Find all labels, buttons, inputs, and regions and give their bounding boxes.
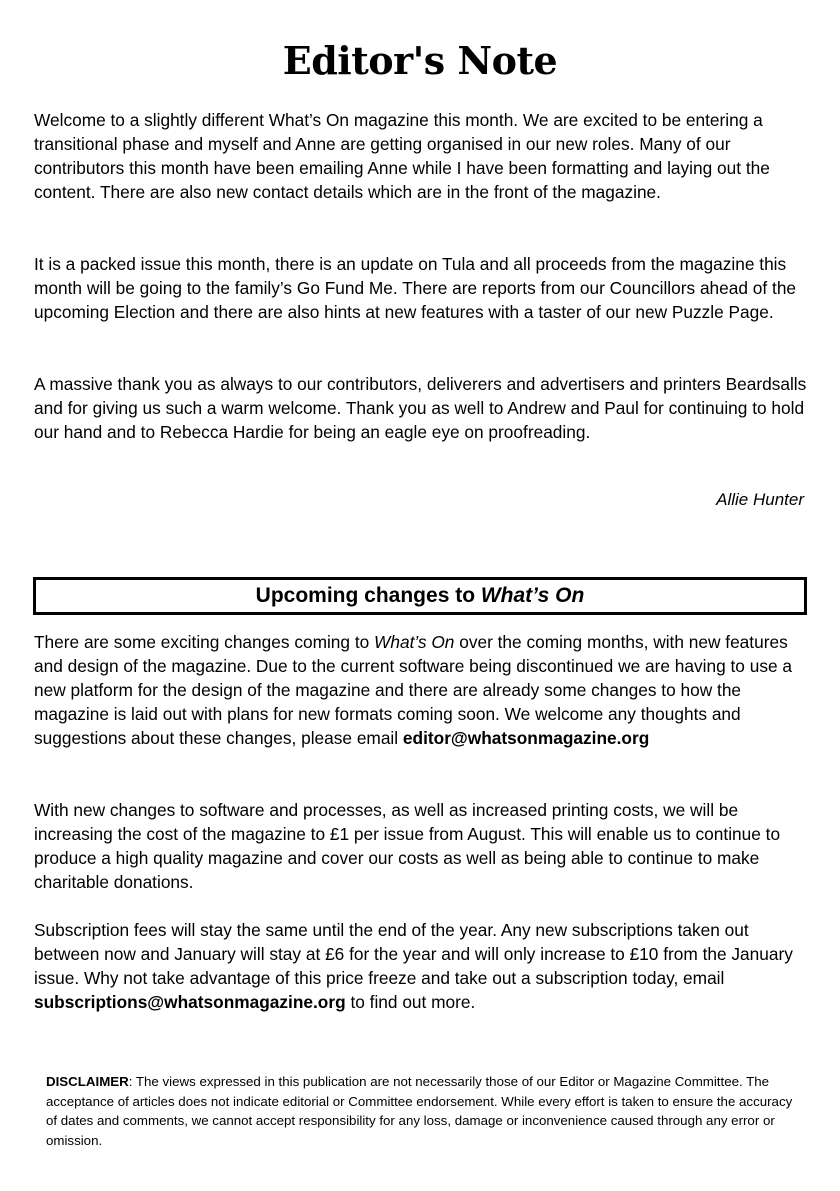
- changes-p1-text-after: over the coming months, with new features and design of the magazine. Due to the current software being discontinued we are having to use a new platform for the design of the magazine and there are already some changes to how the magazine is laid out with plans for new formats coming soon. We welcome any thoughts and suggestions about these changes, please email: [34, 632, 792, 748]
- subscriptions-email[interactable]: subscriptions@whatsonmagazine.org: [34, 992, 346, 1012]
- changes-p1-magazine-name: What’s On: [374, 632, 455, 652]
- changes-paragraph-1: [34, 630, 809, 750]
- changes-heading-text: Upcoming changes to: [255, 584, 481, 607]
- disclaimer-text: : The views expressed in this publication are not necessarily those of our Editor or Magazine Committee. The acceptance of articles does not indicate editorial or Committee endorsement. While every effort is taken to ensure the accuracy of dates and comments, we cannot accept responsibility for any loss, damage or inconvenience caused through any error or omission.: [46, 1074, 793, 1148]
- changes-p3-text-after: to find out more.: [345, 992, 476, 1012]
- changes-p3-text-before: Subscription fees will stay the same until the end of the year. Any new subscriptions taken out between now and January will stay at £6 for the year and will only increase to £10 from the January issue. Why not take advantage of this price freeze and take out a subscription today, email: [34, 920, 793, 988]
- disclaimer-label: DISCLAIMER: [46, 1074, 129, 1089]
- editors-note-paragraph-2: It is a packed issue this month, there is an update on Tula and all proceeds from the magazine this month will be going to the family’s Go Fund Me. There are reports from our Councillors ahead of the upcoming Election and there are also hints at new features with a taster of our new Puzzle Page.: [34, 254, 797, 322]
- editors-note-paragraph-3: A massive thank you as always to our contributors, deliverers and advertisers and printers Beardsalls and for giving us such a warm welcome. Thank you as well to Andrew and Paul for continuing to hold our hand and to Rebecca Hardie for being an eagle eye on proofreading.: [34, 374, 807, 442]
- editor-email[interactable]: editor@whatsonmagazine.org: [402, 728, 650, 748]
- changes-heading: [256, 584, 585, 608]
- disclaimer: [46, 1072, 798, 1150]
- changes-paragraph-3: [34, 918, 809, 1014]
- editors-note-paragraph-1: Welcome to a slightly different What’s On magazine this month. We are excited to be entering a transitional phase and myself and Anne are getting organised in our new roles. Many of our contributors this month have been emailing Anne while I have been formatting and laying out the content. There are also new contact details which are in the front of the magazine.: [34, 110, 770, 202]
- changes-heading-box: [33, 577, 807, 615]
- editor-signature: Allie Hunter: [716, 490, 804, 509]
- changes-paragraph-2: With new changes to software and processes, as well as increased printing costs, we will be increasing the cost of the magazine to £1 per issue from August. This will enable us to continue to produce a high quality magazine and cover our costs as well as being able to continue to make charitable donations.: [34, 800, 781, 892]
- changes-heading-magazine-name: What’s On: [480, 584, 585, 607]
- page-title: Editor's Note: [282, 38, 558, 83]
- changes-p1-text-before: There are some exciting changes coming to: [34, 632, 375, 652]
